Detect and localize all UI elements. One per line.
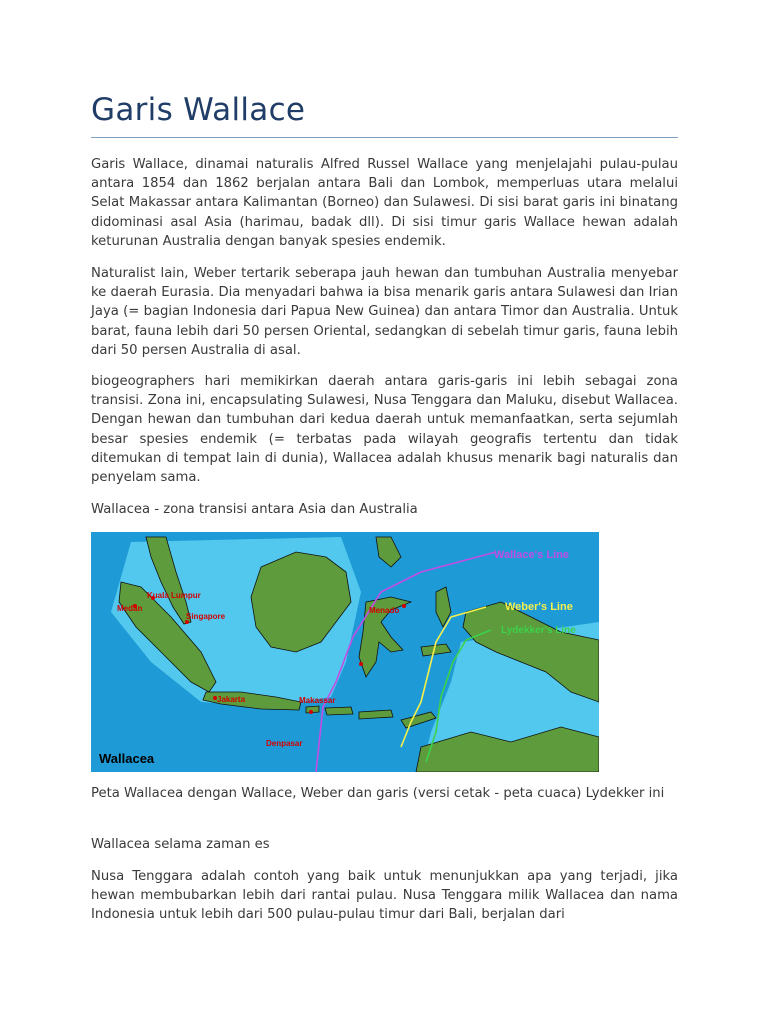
paragraph-2: Naturalist lain, Weber tertarik seberapa jauh hewan dan tumbuhan Australia menyebar ke daerah Eurasia. Dia menyadari bahwa ia bisa menarik garis antara Sulawesi dan Irian Jaya (= bagian Indonesia dari Papua New Guinea) dan antara Timor dan Australia. Untuk barat, fauna lebih dari 50 persen Oriental, sedangkan di sebelah timur garis, fauna lebih dari 50 persen Australia di asal. xyxy=(91,266,678,358)
singapore-label: Singapore xyxy=(186,612,226,621)
paragraph-1: Garis Wallace, dinamai naturalis Alfred Russel Wallace yang menjelajahi pulau-pulau antara 1854 dan 1862 berjalan antara Bali dan Lombok, memperluas utara melalui Selat Makassar antara Kalimantan (Borneo) dan Sulawesi. Di sisi barat garis ini binatang didominasi asal Asia (harimau, badak dll). Di sisi timur garis Wallace hewan adalah keturunan Australia dengan banyak spesies endemik. xyxy=(91,157,678,249)
page-title: Garis Wallace xyxy=(91,92,306,128)
menado-label: Menado xyxy=(369,606,400,615)
makassar-label: Makassar xyxy=(299,696,336,705)
weber-line-label: Weber's Line xyxy=(505,601,573,613)
flores-island xyxy=(359,710,393,719)
medan-label: Medan xyxy=(117,604,143,613)
makassar-dot xyxy=(359,662,363,666)
map-caption-above: Wallacea - zona transisi antara Asia dan Australia xyxy=(91,502,418,517)
wallace-line-label: Wallace's Line xyxy=(494,549,569,561)
paragraph-4: Nusa Tenggara adalah contoh yang baik untuk menunjukkan apa yang terjadi, jika hewan membubarkan lebih dari rantai pulau. Nusa Tenggara milik Wallacea dan nama Indonesia untuk lebih dari 500 pulau-pulau timur dari Bali, berjalan dari xyxy=(91,869,678,923)
wallacea-map xyxy=(91,532,599,772)
denpasar-dot xyxy=(309,710,313,714)
paragraph-3: biogeographers hari memikirkan daerah antara garis-garis ini lebih sebagai zona transisi. Zona ini, encapsulating Sulawesi, Nusa Tenggara dan Maluku, disebut Wallacea. Dengan hewan dan tumbuhan dari kedua daerah untuk memanfaatkan, serta sejumlah besar spesies endemik (= terbatas pada wilayah geografis tertentu dan tidak ditemukan di tempat lain di dunia), Wallacea adalah khusus menarik bagi naturalis dan penyelam sama. xyxy=(91,374,678,486)
map-caption-below: Peta Wallacea dengan Wallace, Weber dan garis (versi cetak - peta cuaca) Lydekker ini xyxy=(91,786,665,801)
lydekker-line-label: Lydekker's Line xyxy=(501,625,576,636)
denpasar-label: Denpasar xyxy=(266,739,303,748)
section-heading: Wallacea selama zaman es xyxy=(91,837,270,852)
wallacea-region-label: Wallacea xyxy=(99,751,155,766)
menado-dot xyxy=(402,604,406,608)
jakarta-label: Jakarta xyxy=(217,695,246,704)
kuala-lumpur-label: Kuala Lumpur xyxy=(147,591,201,600)
title-divider xyxy=(91,137,678,138)
lombok-sumbawa-island xyxy=(325,707,353,715)
